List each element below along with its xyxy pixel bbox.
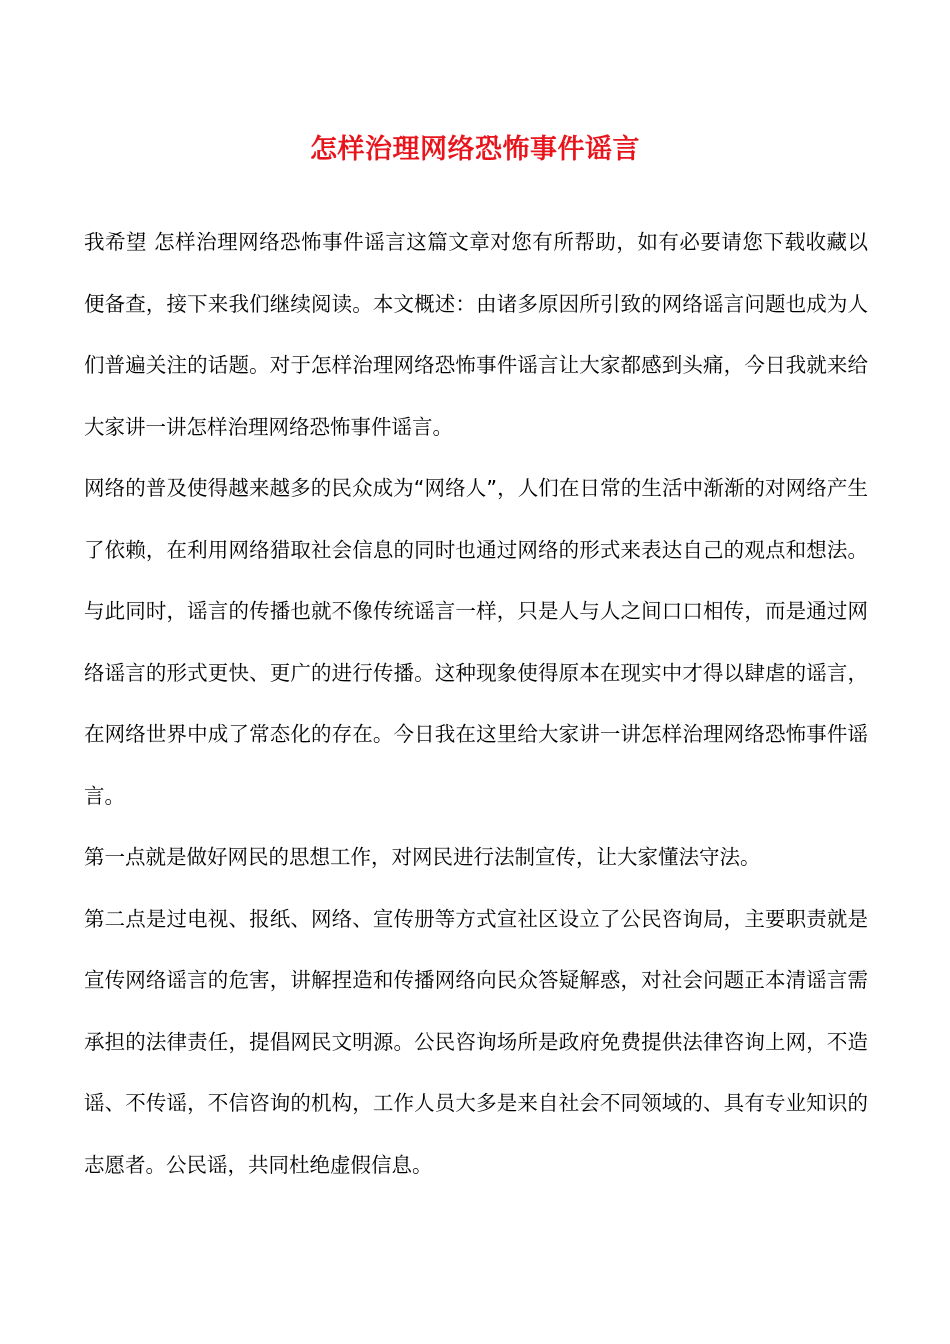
paragraph-background: 网络的普及使得越来越多的民众成为“网络人”，人们在日常的生活中渐渐的对网络产生了依赖，在利用网络猎取社会信息的同时也通过网络的形式来表达自己的观点和想法。与此同时，谣言的传播也就不像传统谣言一样，只是人与人之间口口相传，而是通过网络谣言的形式更快、更广的进行传播。这种现象使得原本在现实中才得以肆虐的谣言，在网络世界中成了常态化的存在。今日我在这里给大家讲一讲怎样治理网络恐怖事件谣言。 (84, 476, 868, 808)
paragraph-intro: 我希望 怎样治理网络恐怖事件谣言这篇文章对您有所帮助，如有必要请您下载收藏以便备查，接下来我们继续阅读。本文概述：由诸多原因所引致的网络谣言问题也成为人们普遍关注的话题。对于怎样治理网络恐怖事件谣言让大家都感到头痛，今日我就来给大家讲一讲怎样治理网络恐怖事件谣言。 (84, 230, 868, 439)
document-title: 怎样治理网络恐怖事件谣言 (310, 134, 640, 165)
document-body (84, 212, 868, 1196)
paragraph-point-two: 第二点是过电视、报纸、网络、宣传册等方式宣社区设立了公民咨询局，主要职责就是宣传网络谣言的危害，讲解捏造和传播网络向民众答疑解惑，对社会问题正本清谣言需承担的法律责任，提倡网民文明源。公民咨询场所是政府免费提供法律咨询上网，不造谣、不传谣，不信咨询的机构，工作人员大多是来自社会不同领域的、具有专业知识的志愿者。公民谣，共同杜绝虚假信息。 (84, 906, 868, 1177)
paragraph-point-one: 第一点就是做好网民的思想工作，对网民进行法制宣传，让大家懂法守法。 (84, 845, 761, 869)
